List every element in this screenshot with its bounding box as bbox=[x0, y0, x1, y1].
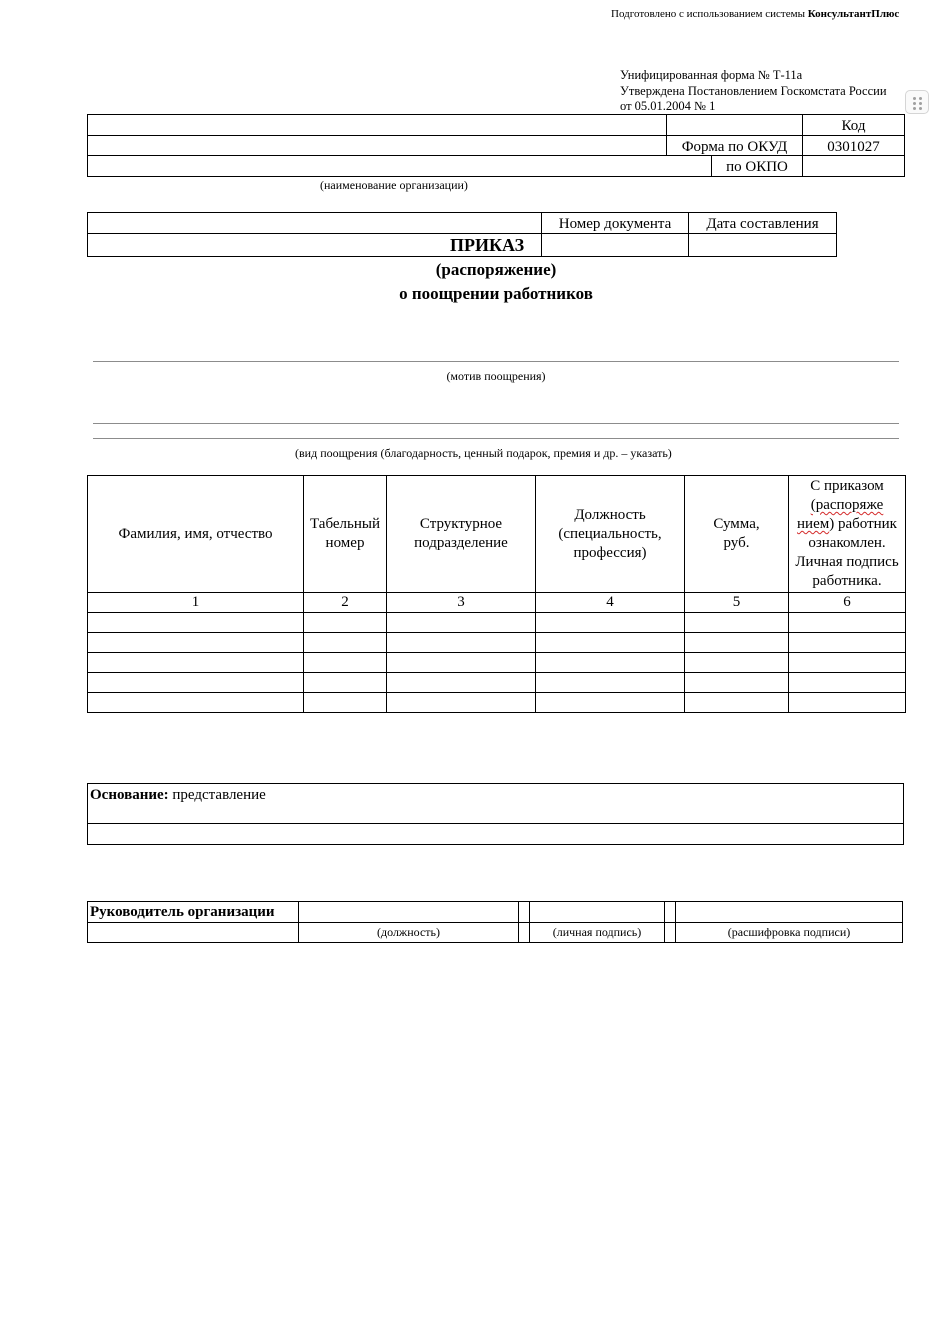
form-line-2: Утверждена Постановлением Госкомстата России bbox=[620, 84, 887, 98]
basis-label: Основание: bbox=[90, 787, 169, 803]
col-header-tab-number: Табельный номер bbox=[304, 476, 387, 593]
doc-title: ПРИКАЗ bbox=[450, 235, 525, 255]
table-cell[interactable] bbox=[536, 673, 685, 693]
basis-cell[interactable] bbox=[88, 784, 904, 824]
table-cell[interactable] bbox=[536, 653, 685, 673]
table-cell[interactable] bbox=[685, 673, 789, 693]
col-header-sum: Сумма, руб. bbox=[685, 476, 789, 593]
table-header-row bbox=[88, 476, 906, 593]
col-header-department: Структурное подразделение bbox=[387, 476, 536, 593]
doc-number-label: Номер документа bbox=[558, 216, 672, 232]
table-cell[interactable] bbox=[88, 613, 304, 633]
basis-table bbox=[87, 783, 904, 845]
table-cell[interactable] bbox=[304, 633, 387, 653]
table-row bbox=[88, 633, 906, 653]
table-cell[interactable] bbox=[387, 653, 536, 673]
sign-field[interactable] bbox=[530, 902, 664, 922]
prepared-prefix: Подготовлено с использованием системы bbox=[611, 8, 808, 20]
position-caption: (должность) bbox=[377, 925, 440, 939]
drag-handle-icon[interactable] bbox=[905, 90, 929, 114]
okud-label: Форма по ОКУД bbox=[681, 139, 788, 155]
col-number-6: 6 bbox=[789, 593, 906, 613]
col-number-3: 3 bbox=[387, 593, 536, 613]
table-cell[interactable] bbox=[536, 633, 685, 653]
doc-subtitle-2: о поощрении работников bbox=[399, 284, 593, 303]
okpo-label: по ОКПО bbox=[726, 159, 788, 175]
table-cell[interactable] bbox=[789, 693, 906, 713]
table-cell[interactable] bbox=[387, 613, 536, 633]
table-cell[interactable] bbox=[685, 653, 789, 673]
col-header-acknowledgement: С приказом (распоряже нием) работник ознакомлен. Личная подпись работника. bbox=[789, 476, 906, 593]
col-header-position: Должность (специальность, профессия) bbox=[536, 476, 685, 593]
table-row bbox=[88, 653, 906, 673]
motive-line bbox=[93, 361, 899, 362]
doc-date-label: Дата составления bbox=[706, 216, 819, 232]
table-cell[interactable] bbox=[536, 693, 685, 713]
decode-caption: (расшифровка подписи) bbox=[727, 925, 851, 939]
table-cell[interactable] bbox=[387, 633, 536, 653]
sign-caption: (личная подпись) bbox=[552, 925, 642, 939]
table-cell[interactable] bbox=[789, 673, 906, 693]
employees-table bbox=[87, 475, 906, 713]
kind-line-1 bbox=[93, 423, 899, 424]
table-cell[interactable] bbox=[88, 633, 304, 653]
col-number-2: 2 bbox=[304, 593, 387, 613]
kind-line-2 bbox=[93, 438, 899, 439]
table-row bbox=[88, 693, 906, 713]
table-cell[interactable] bbox=[685, 633, 789, 653]
table-row bbox=[88, 673, 906, 693]
table-cell[interactable] bbox=[685, 693, 789, 713]
table-cell[interactable] bbox=[304, 653, 387, 673]
table-cell[interactable] bbox=[536, 613, 685, 633]
table-cell[interactable] bbox=[387, 693, 536, 713]
table-cell[interactable] bbox=[387, 673, 536, 693]
table-cell[interactable] bbox=[789, 633, 906, 653]
org-caption: (наименование организации) bbox=[320, 178, 468, 192]
table-cell[interactable] bbox=[304, 673, 387, 693]
prepared-brand: КонсультантПлюс bbox=[807, 8, 900, 20]
basis-text: представление bbox=[168, 787, 266, 803]
col-number-4: 4 bbox=[536, 593, 685, 613]
kod-label: Код bbox=[841, 118, 866, 134]
position-field[interactable] bbox=[299, 902, 518, 922]
table-cell[interactable] bbox=[304, 693, 387, 713]
table-cell[interactable] bbox=[88, 673, 304, 693]
decode-field[interactable] bbox=[676, 902, 902, 922]
table-cell[interactable] bbox=[304, 613, 387, 633]
motive-caption: (мотив поощрения) bbox=[446, 369, 546, 383]
doc-subtitle-1: (распоряжение) bbox=[435, 260, 557, 279]
form-line-3: от 05.01.2004 № 1 bbox=[620, 99, 716, 113]
okud-value: 0301027 bbox=[827, 139, 880, 155]
table-number-row bbox=[88, 593, 906, 613]
table-cell[interactable] bbox=[789, 653, 906, 673]
form-line-1: Унифицированная форма № Т-11а bbox=[620, 68, 803, 82]
col-number-5: 5 bbox=[685, 593, 789, 613]
col-number-1: 1 bbox=[88, 593, 304, 613]
table-cell[interactable] bbox=[685, 613, 789, 633]
basis-extra-line[interactable] bbox=[88, 824, 904, 845]
table-cell[interactable] bbox=[88, 653, 304, 673]
prepared-note bbox=[611, 8, 899, 20]
kind-caption: (вид поощрения (благодарность, ценный подарок, премия и др. – указать) bbox=[295, 446, 672, 460]
table-cell[interactable] bbox=[88, 693, 304, 713]
table-cell[interactable] bbox=[789, 613, 906, 633]
col-header-name: Фамилия, имя, отчество bbox=[88, 476, 304, 593]
head-label: Руководитель организации bbox=[90, 904, 275, 920]
table-row bbox=[88, 613, 906, 633]
